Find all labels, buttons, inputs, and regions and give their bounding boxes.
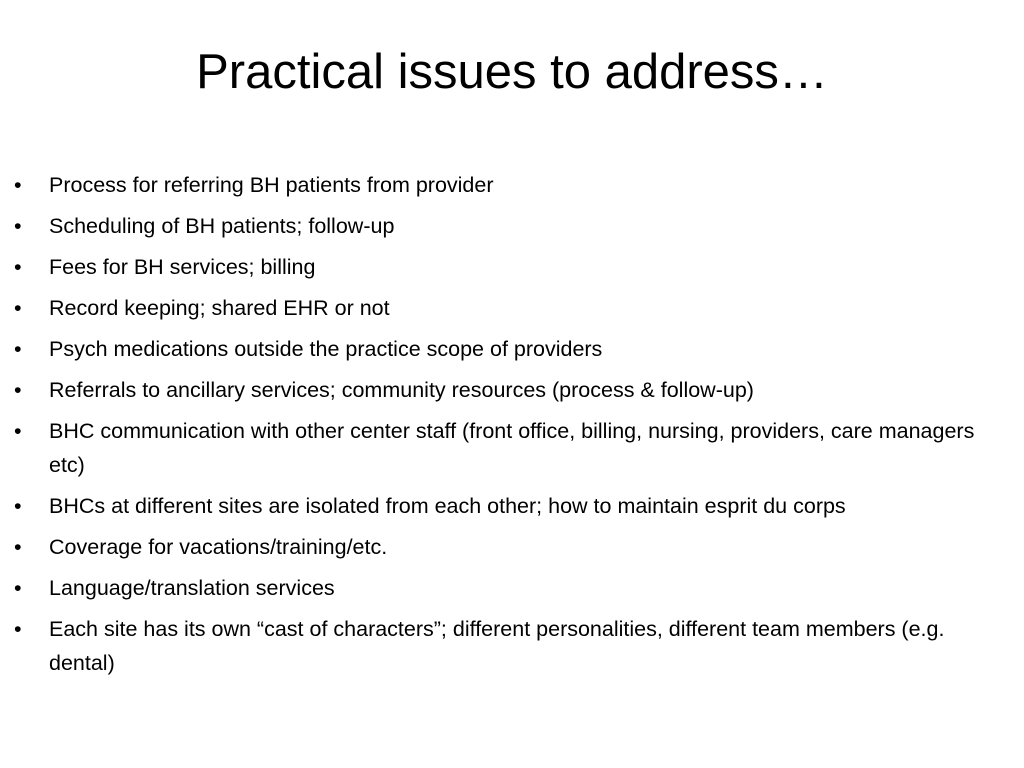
- bullet-icon: •: [14, 419, 22, 443]
- bullet-list: [12, 168, 1012, 687]
- list-item-text: Scheduling of BH patients; follow-up: [49, 214, 395, 238]
- list-item: [12, 530, 1012, 564]
- bullet-icon: •: [14, 296, 22, 320]
- list-item-text: BHCs at different sites are isolated from each other; how to maintain esprit du corps: [49, 494, 846, 518]
- bullet-icon: •: [14, 494, 22, 518]
- list-item: [12, 168, 1012, 202]
- list-item: [12, 291, 1012, 325]
- list-item: [12, 209, 1012, 243]
- list-item: [12, 489, 1012, 523]
- list-item: [12, 250, 1012, 284]
- list-item-text: Process for referring BH patients from provider: [49, 173, 494, 197]
- list-item-text: Language/translation services: [49, 576, 335, 600]
- bullet-icon: •: [14, 214, 22, 238]
- list-item-text: Fees for BH services; billing: [49, 255, 316, 279]
- bullet-icon: •: [14, 535, 22, 559]
- list-item: [12, 571, 1012, 605]
- slide-title: Practical issues to address…: [196, 45, 828, 99]
- list-item-text: Referrals to ancillary services; community resources (process & follow-up): [49, 378, 754, 402]
- list-item: [12, 612, 1012, 680]
- list-item-text: Each site has its own “cast of characters”; different personalities, different team members (e.g. dental): [49, 617, 945, 675]
- list-item-text: Psych medications outside the practice scope of providers: [49, 337, 603, 361]
- list-item: [12, 373, 1012, 407]
- bullet-icon: •: [14, 378, 22, 402]
- list-item: [12, 414, 1012, 482]
- bullet-icon: •: [14, 617, 22, 641]
- bullet-icon: •: [14, 255, 22, 279]
- bullet-icon: •: [14, 576, 22, 600]
- list-item-text: Record keeping; shared EHR or not: [49, 296, 390, 320]
- list-item: [12, 332, 1012, 366]
- bullet-icon: •: [14, 337, 22, 361]
- bullet-icon: •: [14, 173, 22, 197]
- list-item-text: BHC communication with other center staff (front office, billing, nursing, providers, care managers etc): [49, 419, 975, 477]
- list-item-text: Coverage for vacations/training/etc.: [49, 535, 388, 559]
